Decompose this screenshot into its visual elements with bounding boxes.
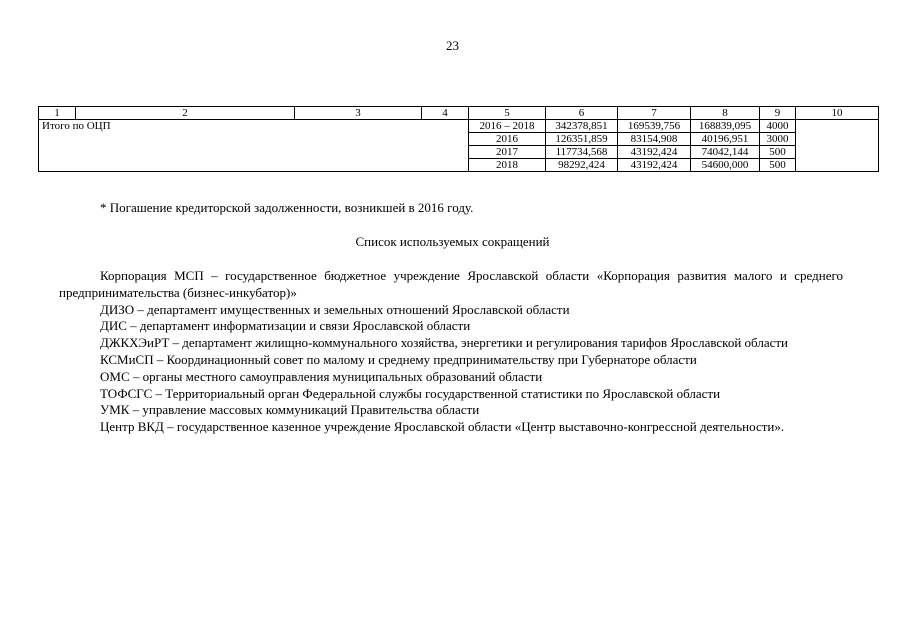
- table-cell: 43192,424: [618, 159, 691, 172]
- abbreviation-item: КСМиСП – Координационный совет по малому и среднему предпринимательству при Губернаторе области: [100, 351, 697, 367]
- financing-table: [38, 106, 879, 172]
- table-cell: 43192,424: [618, 146, 691, 159]
- section-heading: Список используемых сокращений: [355, 234, 550, 249]
- table-cell: 83154,908: [618, 133, 691, 146]
- table-cell: 54600,000: [691, 159, 760, 172]
- table-cell-empty: [796, 120, 879, 172]
- abbreviation-item: ТОФСГС – Территориальный орган Федеральной службы государственной статистики по Ярославской области: [100, 385, 721, 401]
- table-cell: 2016: [469, 133, 546, 146]
- table-cell: 168839,095: [691, 120, 760, 133]
- table-cell: 500: [760, 146, 796, 159]
- table-cell: 98292,424: [546, 159, 618, 172]
- table-cell: 342378,851: [546, 120, 618, 133]
- abbreviations-list: [59, 268, 843, 436]
- column-header: 4: [422, 107, 469, 120]
- footnote: * Погашение кредиторской задолженности, возникшей в 2016 году.: [100, 200, 474, 215]
- table-cell: 126351,859: [546, 133, 618, 146]
- column-header: 8: [691, 107, 760, 120]
- abbreviation-item: ДЖКХЭиРТ – департамент жилищно-коммунального хозяйства, энергетики и регулирования тарифов Ярославской области: [100, 335, 788, 351]
- table-cell: 4000: [760, 120, 796, 133]
- table-cell: 40196,951: [691, 133, 760, 146]
- table-cell: 2018: [469, 159, 546, 172]
- table-cell: 3000: [760, 133, 796, 146]
- column-header: 2: [76, 107, 295, 120]
- column-header: 10: [796, 107, 879, 120]
- column-header: 5: [469, 107, 546, 120]
- column-header: 7: [618, 107, 691, 120]
- table-row: [39, 120, 879, 133]
- abbreviation-item: УМК – управление массовых коммуникаций Правительства области: [100, 402, 480, 418]
- total-label: Итого по ОЦП: [39, 120, 469, 172]
- abbreviation-item: ОМС – органы местного самоуправления муниципальных образований области: [100, 368, 543, 384]
- abbreviation-item: Центр ВКД – государственное казенное учреждение Ярославской области «Центр выставочно-конгрессной деятельности».: [100, 419, 785, 435]
- column-header: 6: [546, 107, 618, 120]
- table-cell: 74042,144: [691, 146, 760, 159]
- table-cell: 169539,756: [618, 120, 691, 133]
- table-cell: 117734,568: [546, 146, 618, 159]
- abbreviation-item: ДИЗО – департамент имущественных и земельных отношений Ярославской области: [100, 301, 570, 317]
- abbreviation-item: Корпорация МСП – государственное бюджетное учреждение Ярославской области «Корпорация развития малого и среднего предпринимательства (бизнес-инкубатор)»: [59, 268, 843, 300]
- column-header: 3: [295, 107, 422, 120]
- page-number: 23: [446, 38, 459, 53]
- column-header: 1: [39, 107, 76, 120]
- column-header: 9: [760, 107, 796, 120]
- table-cell: 2017: [469, 146, 546, 159]
- table-cell: 2016 – 2018: [469, 120, 546, 133]
- table-header-row: [39, 107, 879, 120]
- abbreviation-item: ДИС – департамент информатизации и связи Ярославской области: [100, 318, 471, 334]
- table-cell: 500: [760, 159, 796, 172]
